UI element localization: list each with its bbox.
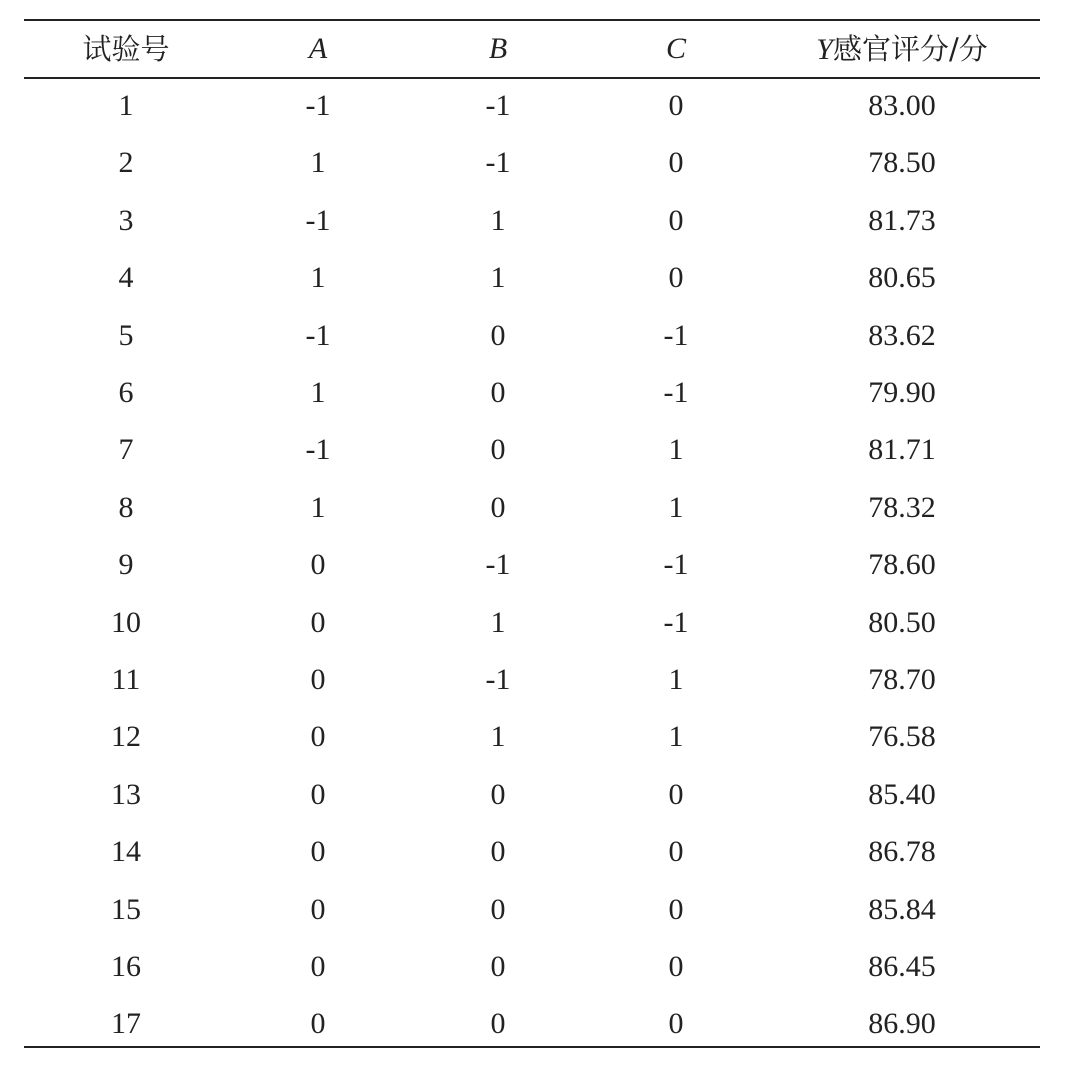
table-cell: 0 xyxy=(668,146,684,180)
table-cell: 79.90 xyxy=(868,376,936,409)
table-cell: 0 xyxy=(310,777,326,811)
table-cell: 0 xyxy=(310,720,326,754)
table-cell: 86.45 xyxy=(868,950,936,983)
table-cell: 1 xyxy=(310,146,326,180)
table-cell: 9 xyxy=(118,548,134,582)
table-cell: 0 xyxy=(668,892,684,926)
table-cell: 81.71 xyxy=(868,433,936,467)
table-cell: 0 xyxy=(490,376,506,409)
table-cell: 0 xyxy=(668,89,684,122)
table-cell: 1 xyxy=(310,490,326,524)
table-row xyxy=(24,766,1040,823)
table-cell: 78.60 xyxy=(868,548,936,582)
table-cell: 2 xyxy=(118,146,134,180)
table-cell: 0 xyxy=(668,203,684,237)
table-cell: 12 xyxy=(111,720,141,754)
table-cell: 0 xyxy=(310,548,326,582)
table-header-row xyxy=(24,21,1040,77)
table-cell: 78.70 xyxy=(868,663,936,696)
table-row xyxy=(24,536,1040,593)
table-cell: -1 xyxy=(663,376,689,409)
table-row xyxy=(24,134,1040,191)
table-row xyxy=(24,249,1040,306)
table-cell: -1 xyxy=(305,89,331,122)
header-sensory-score xyxy=(764,21,1040,78)
table-row xyxy=(24,651,1040,708)
table-cell: 0 xyxy=(490,835,506,869)
table-row xyxy=(24,192,1040,249)
table-cell: 10 xyxy=(111,605,141,639)
table-cell: 13 xyxy=(111,777,141,811)
table-cell: 1 xyxy=(668,490,684,524)
table-cell: 0 xyxy=(310,605,326,639)
table-cell: 11 xyxy=(111,663,141,696)
header-factor-a: A xyxy=(308,32,328,65)
table-cell: 16 xyxy=(111,950,141,983)
table-cell: 1 xyxy=(490,203,506,237)
table-cell: 0 xyxy=(310,1007,326,1041)
table-cell: -1 xyxy=(663,605,689,639)
table-cell: -1 xyxy=(485,548,511,582)
table-cell: -1 xyxy=(485,89,511,122)
table-row xyxy=(24,938,1040,995)
table-cell: 0 xyxy=(490,1007,506,1041)
table-row xyxy=(24,995,1040,1052)
table-row xyxy=(24,77,1040,134)
table-cell: 1 xyxy=(668,433,684,467)
table-cell: 3 xyxy=(118,203,134,237)
table-row xyxy=(24,307,1040,364)
table-cell: 0 xyxy=(310,950,326,983)
table-cell: -1 xyxy=(305,433,331,467)
table-cell: 85.84 xyxy=(868,892,936,926)
table-cell: 0 xyxy=(310,892,326,926)
table-cell: 0 xyxy=(310,663,326,696)
table-cell: 80.50 xyxy=(868,605,936,639)
table-cell: 0 xyxy=(668,777,684,811)
table-bottom-rule xyxy=(24,1046,1040,1048)
table-cell: 7 xyxy=(118,433,134,467)
table-cell: -1 xyxy=(663,548,689,582)
table-cell: 0 xyxy=(490,433,506,467)
table-cell: 1 xyxy=(310,261,326,295)
table-cell: 85.40 xyxy=(868,777,936,811)
table-row xyxy=(24,823,1040,880)
table-cell: 5 xyxy=(118,318,134,352)
header-factor-b: B xyxy=(488,32,508,65)
table-cell: -1 xyxy=(663,318,689,352)
header-trial-no: 试验号 xyxy=(82,32,170,66)
header-factor-c: C xyxy=(665,32,686,65)
table-cell: 78.32 xyxy=(868,490,936,524)
table-cell: 86.90 xyxy=(868,1007,936,1041)
table-row xyxy=(24,881,1040,938)
table-row xyxy=(24,594,1040,651)
table-cell: 1 xyxy=(310,376,326,409)
table-cell: 78.50 xyxy=(868,146,936,180)
table-cell: 0 xyxy=(490,892,506,926)
table-cell: 0 xyxy=(668,261,684,295)
table-cell: 1 xyxy=(668,663,684,696)
table-cell: -1 xyxy=(305,318,331,352)
table-cell: 83.00 xyxy=(868,89,936,122)
table-cell: 0 xyxy=(490,318,506,352)
table-cell: 83.62 xyxy=(868,318,936,352)
table-cell: 14 xyxy=(111,835,141,869)
header-y-label: 感官评分/分 xyxy=(832,32,988,66)
table-cell: 1 xyxy=(490,605,506,639)
table-cell: 0 xyxy=(490,950,506,983)
table-cell: -1 xyxy=(485,663,511,696)
table-cell: 86.78 xyxy=(868,835,936,869)
table-cell: 1 xyxy=(490,720,506,754)
table-cell: 0 xyxy=(668,835,684,869)
table-cell: 0 xyxy=(668,950,684,983)
table-cell: 6 xyxy=(118,376,134,409)
table-row xyxy=(24,364,1040,421)
table-cell: 0 xyxy=(310,835,326,869)
table-cell: -1 xyxy=(485,146,511,180)
table-cell: 80.65 xyxy=(868,261,936,295)
table-row xyxy=(24,479,1040,536)
table-cell: 0 xyxy=(490,777,506,811)
table-cell: 15 xyxy=(111,892,141,926)
table-cell: 8 xyxy=(118,490,134,524)
table-cell: 0 xyxy=(668,1007,684,1041)
table-cell: 0 xyxy=(490,490,506,524)
table-cell: 1 xyxy=(490,261,506,295)
table-cell: -1 xyxy=(305,203,331,237)
table-cell: 1 xyxy=(668,720,684,754)
header-y-symbol: Y xyxy=(816,33,833,66)
table-row xyxy=(24,421,1040,478)
table-cell: 81.73 xyxy=(868,203,936,237)
table-cell: 17 xyxy=(111,1007,141,1041)
table-cell: 1 xyxy=(118,89,134,122)
table-row xyxy=(24,708,1040,765)
table-cell: 4 xyxy=(118,261,134,295)
table-cell: 76.58 xyxy=(868,720,936,754)
